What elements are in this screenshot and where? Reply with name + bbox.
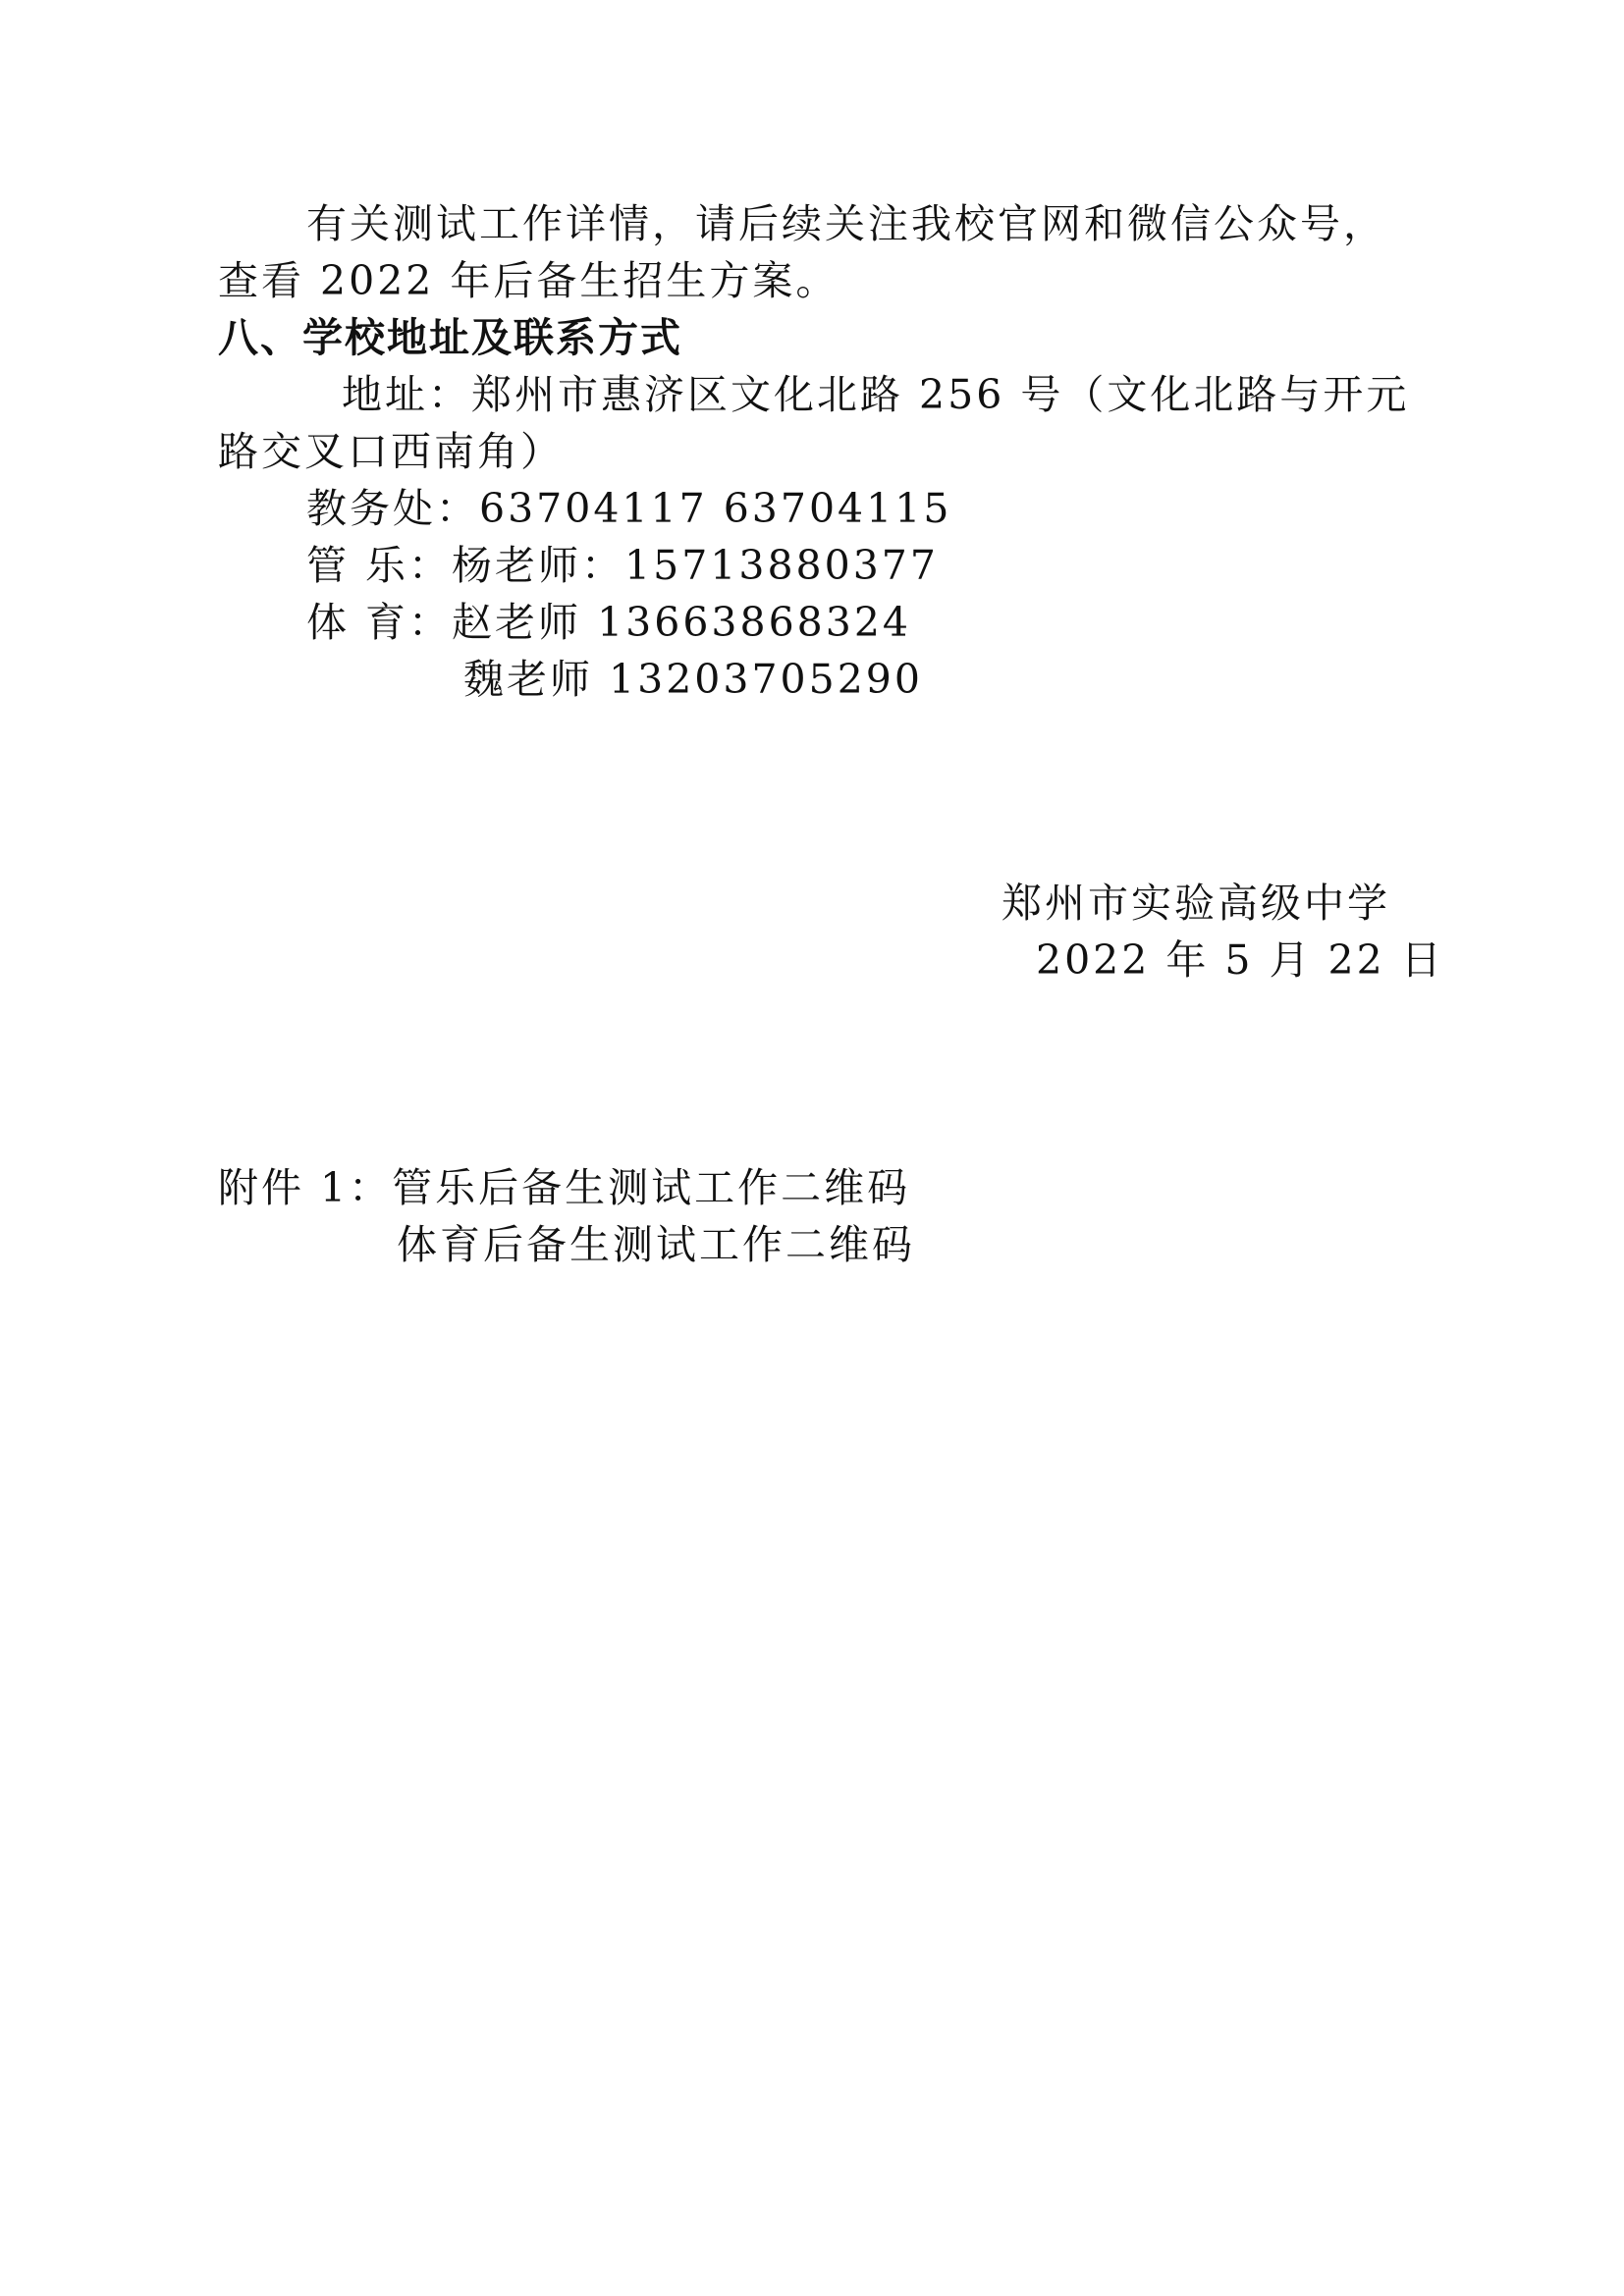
- address-line-1: 地址：郑州市惠济区文化北路 256 号（文化北路与开元: [342, 371, 1410, 418]
- attachment-line-1: 附件 1：管乐后备生测试工作二维码: [218, 1164, 911, 1211]
- sports-contact: 体 育：赵老师 13663868324: [306, 599, 912, 646]
- academic-office-contact: 教务处：63704117 63704115: [306, 485, 952, 532]
- attachment-line-2: 体育后备生测试工作二维码: [397, 1221, 915, 1268]
- music-contact: 管 乐：杨老师：15713880377: [306, 542, 939, 589]
- signature-date: 2022 年 5 月 22 日: [1036, 936, 1444, 984]
- address-line-2: 路交叉口西南角）: [218, 428, 564, 475]
- signature-school: 郑州市实验高级中学: [1001, 880, 1390, 927]
- section-heading: 八、学校地址及联系方式: [218, 314, 682, 361]
- sports-contact-2: 魏老师 13203705290: [463, 656, 923, 703]
- intro-line-2: 查看 2022 年后备生招生方案。: [218, 257, 839, 304]
- intro-line-1: 有关测试工作详情，请后续关注我校官网和微信公众号，: [306, 200, 1386, 247]
